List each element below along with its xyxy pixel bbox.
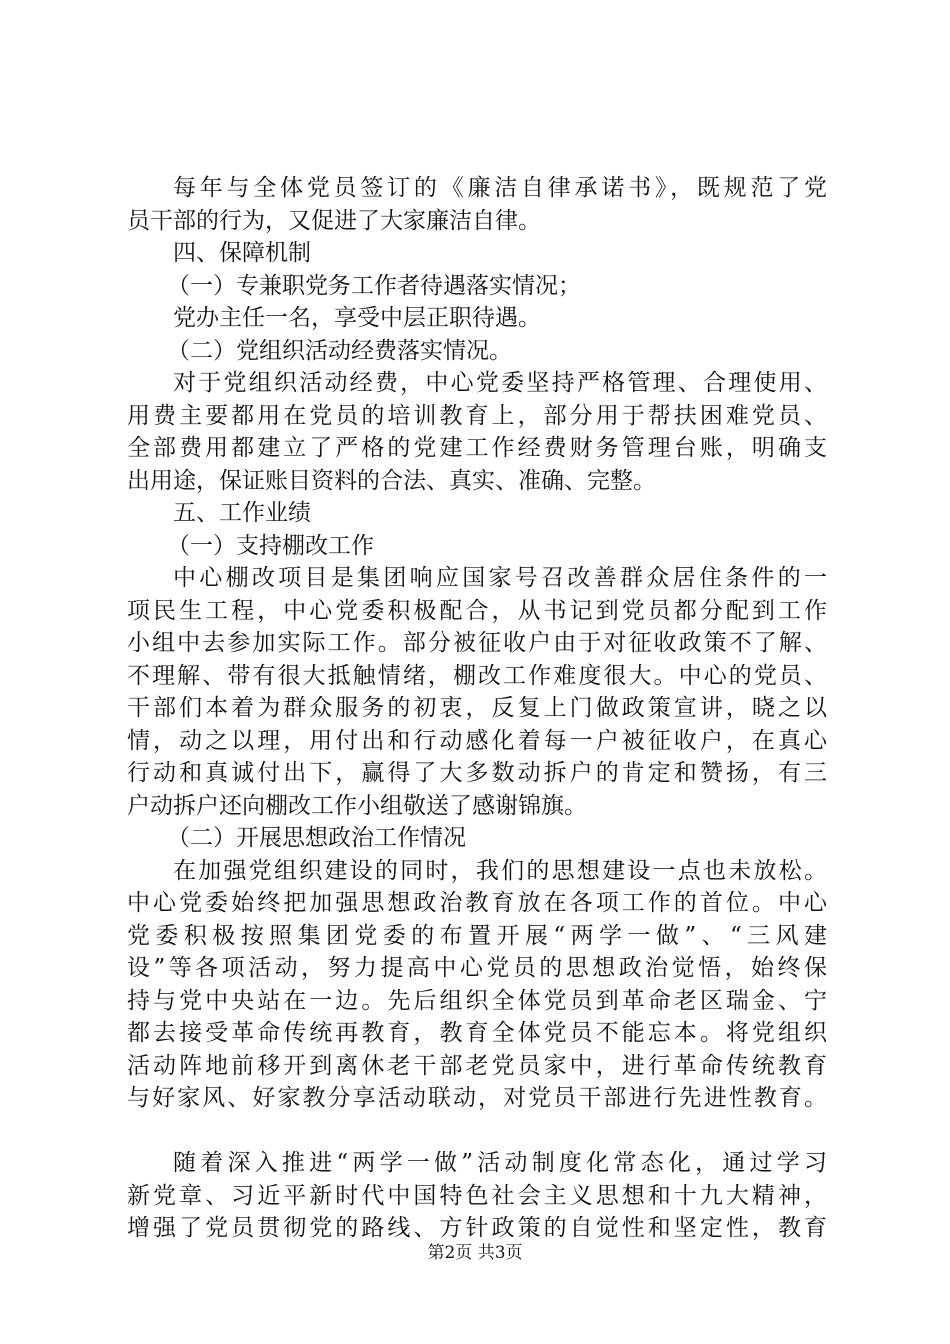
page-footer: 第2页 共3页 [427,1243,523,1263]
paragraph-line: 党委积极按照集团党委的布置开展“两学一做”、“三风建 [127,922,827,949]
paragraph-line: 用费主要都用在党员的培训教育上，部分用于帮扶困难党员、 [127,402,827,429]
paragraph-line: 设”等各项活动，努力提高中心党员的思想政治觉悟，始终保 [127,955,827,981]
paragraph-last-line: 员干部的行为，又促进了大家廉洁自律。 [127,207,541,234]
section-heading: 四、保障机制 [173,240,311,266]
paragraph-line: 增强了党员贯彻党的路线、方针政策的自觉性和坚定性，教育 [127,1215,827,1241]
paragraph-last-line: 出用途，保证账目资料的合法、真实、准确、完整。 [127,467,656,494]
paragraph-last-line: 户动拆户还向棚改工作小组敬送了感谢锦旗。 [127,792,587,819]
paragraph-line: 小组中去参加实际工作。部分被征收户由于对征收政策不了解、 [127,630,827,656]
paragraph-first-line: 中心棚改项目是集团响应国家号召改善群众居住条件的一 [173,565,827,591]
subsection-heading: （二）党组织活动经费落实情况。 [167,337,512,364]
paragraph-line: 中心党委始终把加强思想政治教育放在各项工作的首位。中心 [127,890,827,916]
subsection-heading: （二）开展思想政治工作情况 [167,825,466,851]
paragraph-line: 干部们本着为群众服务的初衷，反复上门做政策宣讲，晓之以 [127,695,827,721]
paragraph-line: 不理解、带有很大抵触情绪，棚改工作难度很大。中心的党员、 [127,662,827,689]
paragraph-gap [127,1115,827,1148]
paragraph-first-line: 随着深入推进“两学一做”活动制度化常态化，通过学习 [173,1150,827,1176]
paragraph-line: 与好家风、好家教分享活动联动，对党员干部进行先进性教育。 [127,1085,827,1111]
section-heading: 党办主任一名，享受中层正职待遇。 [173,305,541,331]
paragraph-line: 活动阵地前移开到离休老干部老党员家中，进行革命传统教育 [127,1052,827,1079]
section-heading: 五、工作业绩 [173,500,311,526]
paragraph-line: 新党章、习近平新时代中国特色社会主义思想和十九大精神， [127,1182,827,1209]
paragraph-line: 行动和真诚付出下，赢得了大多数动拆户的肯定和赞扬，有三 [127,760,827,786]
paragraph-line: 持与党中央站在一边。先后组织全体党员到革命老区瑞金、宁 [127,987,827,1014]
document-body [127,172,827,1245]
subsection-heading: （一）专兼职党务工作者待遇落实情况； [167,272,581,299]
paragraph-first-line: 对于党组织活动经费，中心党委坚持严格管理、合理使用、 [173,370,827,396]
paragraph-line: 都去接受革命传统再教育，教育全体党员不能忘本。将党组织 [127,1020,827,1046]
paragraph-line: 全部费用都建立了严格的党建工作经费财务管理台账，明确支 [127,435,827,461]
paragraph-first-line: 在加强党组织建设的同时，我们的思想建设一点也未放松。 [173,857,827,884]
paragraph-line: 情，动之以理，用付出和行动感化着每一户被征收户，在真心 [127,727,827,754]
subsection-heading: （一）支持棚改工作 [167,532,374,559]
paragraph-first-line: 每年与全体党员签订的《廉洁自律承诺书》，既规范了党 [173,175,827,201]
paragraph-line: 项民生工程，中心党委积极配合，从书记到党员都分配到工作 [127,597,827,624]
